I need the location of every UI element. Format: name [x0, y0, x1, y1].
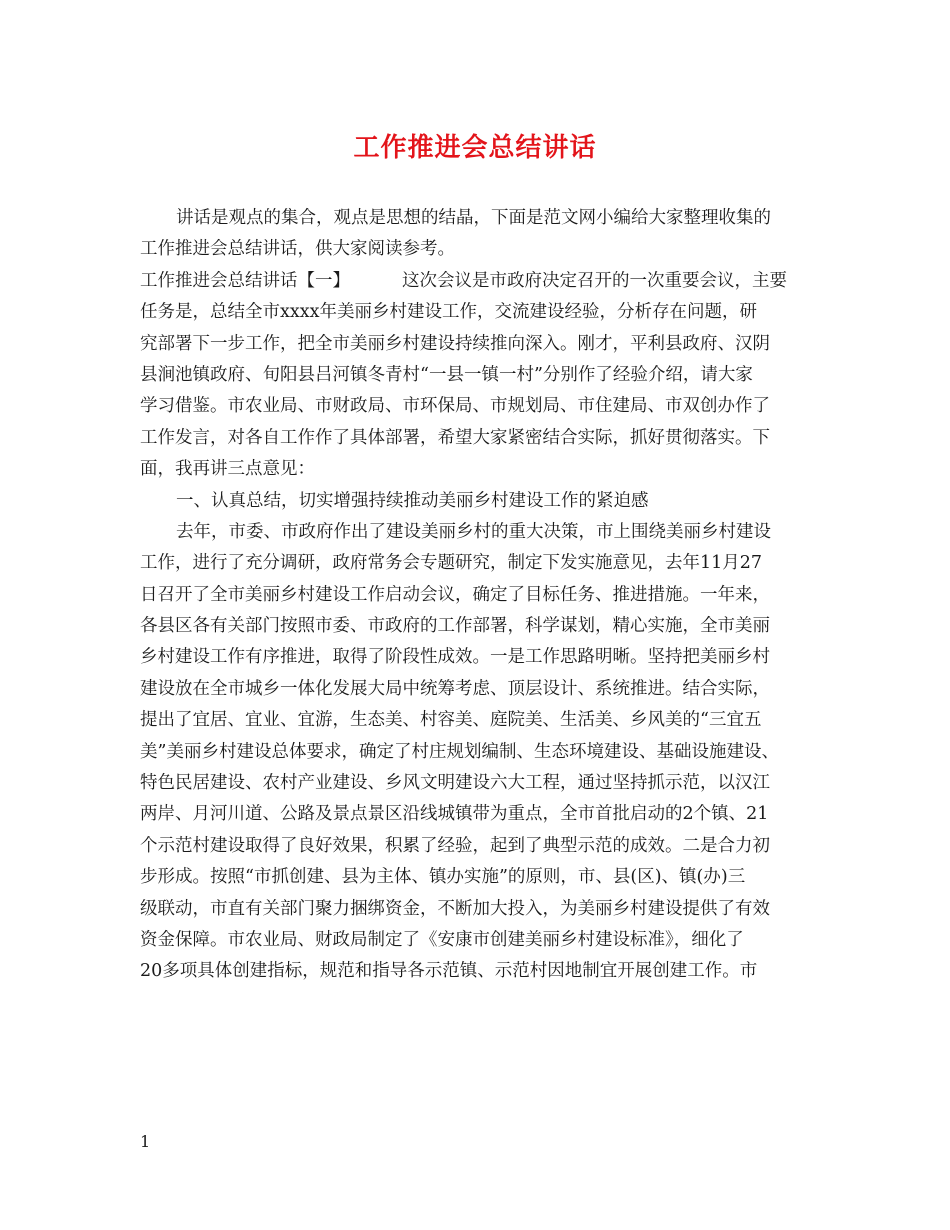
paragraph-line: 个示范村建设取得了良好效果，积累了经验，起到了典型示范的成效。二是合力初	[140, 835, 770, 856]
paragraph-line: 美”美丽乡村建设总体要求，确定了村庄规划编制、生态环境建设、基础设施建设、	[140, 741, 779, 762]
paragraph-line: 日召开了全市美丽乡村建设工作启动会议，确定了目标任务、推进措施。一年来，	[140, 584, 770, 605]
paragraph-line: 面，我再讲三点意见：	[140, 459, 315, 480]
paragraph-line: 各县区各有关部门按照市委、市政府的工作部署，科学谋划，精心实施，全市美丽	[140, 616, 770, 637]
paragraph-line: 建设放在全市城乡一体化发展大局中统筹考虑、顶层设计、系统推进。结合实际，	[140, 678, 770, 699]
point-one-heading: 一、认真总结，切实增强持续推动美丽乡村建设工作的紧迫感	[176, 490, 649, 511]
paragraph-line: 学习借鉴。市农业局、市财政局、市环保局、市规划局、市住建局、市双创办作了	[140, 396, 770, 417]
intro-line-1: 讲话是观点的集合，观点是思想的结晶，下面是范文网小编给大家整理收集的	[176, 208, 771, 228]
paragraph-line: 步形成。按照“市抓创建、县为主体、镇办实施”的原则，市、县(区)、镇(办)三	[140, 867, 746, 888]
paragraph-line: 县涧池镇政府、旬阳县吕河镇冬青村“一县一镇一村”分别作了经验介绍，请大家	[140, 364, 753, 385]
section-first-line	[140, 266, 830, 297]
document-title: 工作推进会总结讲话	[353, 133, 597, 163]
paragraph-line: 究部署下一步工作，把全市美丽乡村建设持续推向深入。刚才，平利县政府、汉阴	[140, 333, 770, 354]
paragraph-line: 任务是，总结全市xxxx年美丽乡村建设工作，交流建设经验，分析存在问题，研	[140, 302, 757, 323]
paragraph-line: 乡村建设工作有序推进，取得了阶段性成效。一是工作思路明晰。坚持把美丽乡村	[140, 647, 770, 668]
paragraph-line: 工作发言，对各自工作作了具体部署，希望大家紧密结合实际，抓好贯彻落实。下	[140, 427, 770, 448]
intro-line-2: 工作推进会总结讲话，供大家阅读参考。	[140, 239, 455, 260]
page-number: 1	[140, 1132, 151, 1151]
paragraph-line: 资金保障。市农业局、财政局制定了《安康市创建美丽乡村建设标准》，细化了	[140, 929, 744, 950]
paragraph-line: 去年，市委、市政府作出了建设美丽乡村的重大决策，市上围绕美丽乡村建设	[176, 521, 771, 542]
section-heading: 工作推进会总结讲话【一】	[140, 270, 350, 291]
paragraph-line: 两岸、月河川道、公路及景点景区沿线城镇带为重点，全市首批启动的2个镇、21	[140, 804, 769, 825]
document-body	[140, 203, 830, 988]
paragraph-line: 这次会议是市政府决定召开的一次重要会议，主要	[402, 270, 787, 291]
paragraph-line: 特色民居建设、农村产业建设、乡风文明建设六大工程，通过坚持抓示范，以汉江	[140, 773, 770, 794]
paragraph-line: 提出了宜居、宜业、宜游，生态美、村容美、庭院美、生活美、乡风美的“三宜五	[140, 710, 762, 731]
paragraph-line: 工作，进行了充分调研，政府常务会专题研究，制定下发实施意见，去年11月27	[140, 553, 763, 574]
paragraph-line: 级联动，市直有关部门聚力捆绑资金，不断加大投入，为美丽乡村建设提供了有效	[140, 898, 770, 919]
paragraph-line: 20多项具体创建指标，规范和指导各示范镇、示范村因地制宜开展创建工作。市	[140, 961, 758, 982]
